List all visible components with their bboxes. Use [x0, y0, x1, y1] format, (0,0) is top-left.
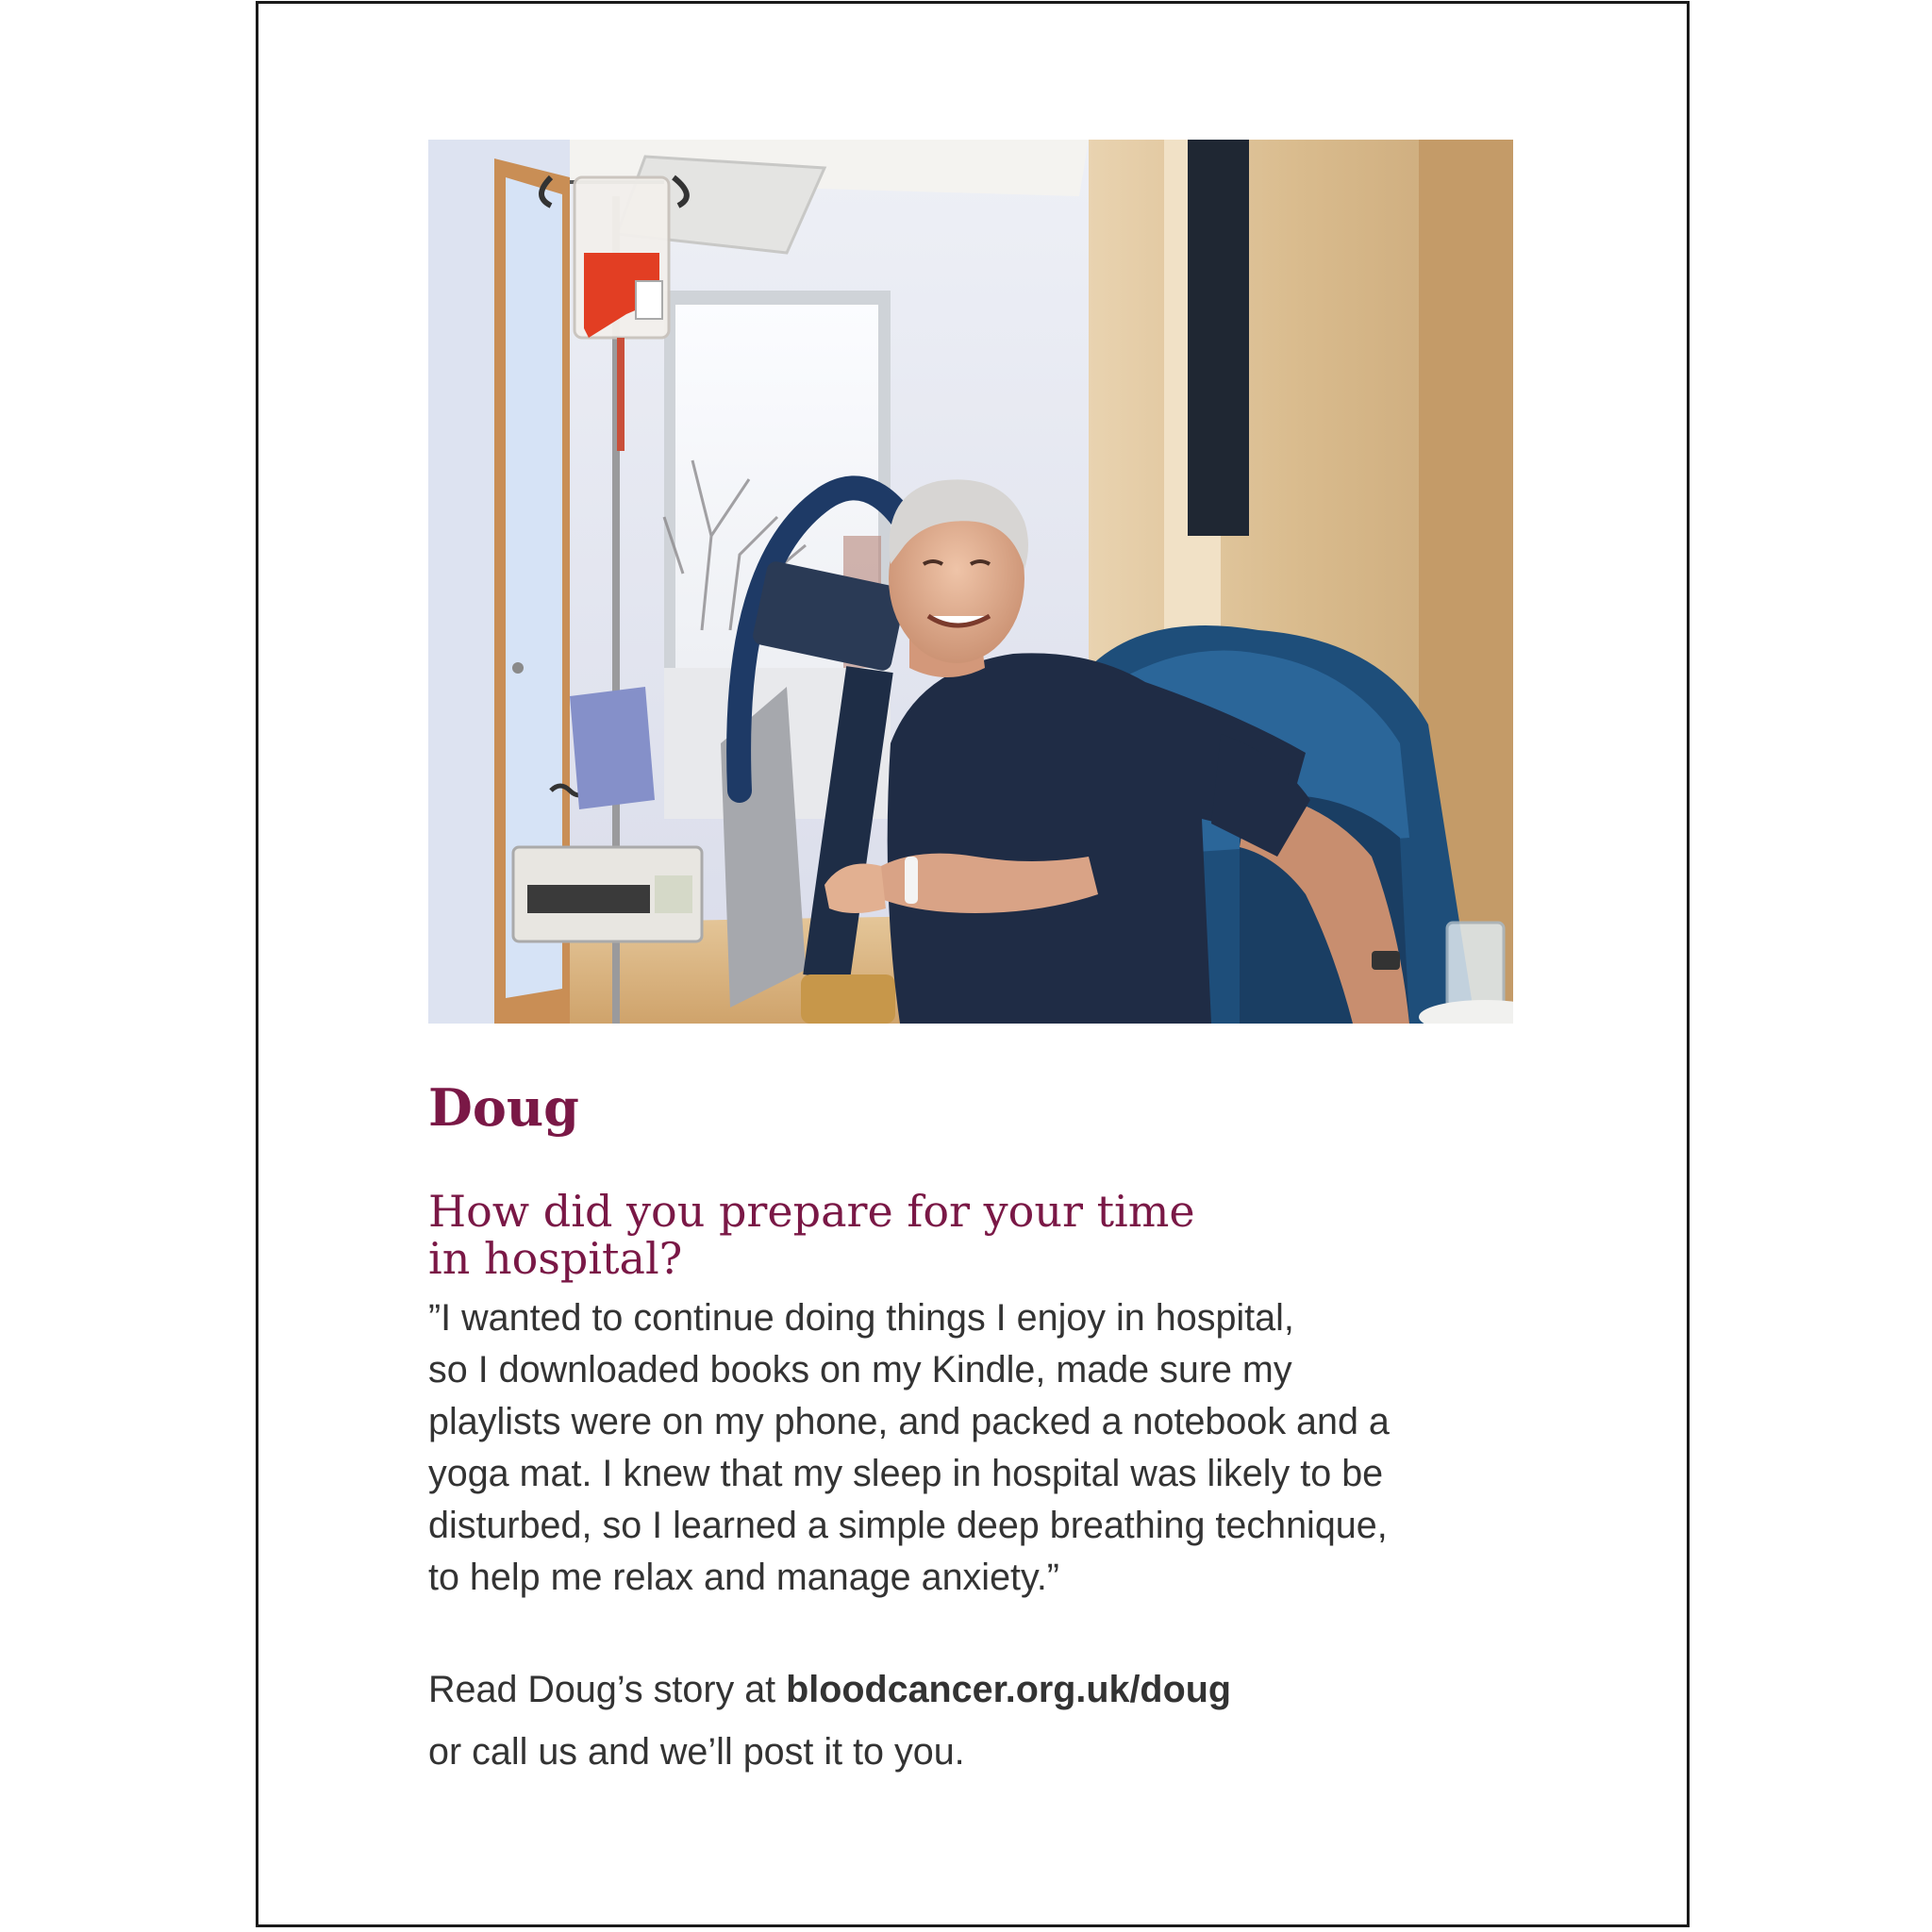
- story-card: [256, 1, 1690, 1927]
- cta-prefix: Read Doug’s story at: [428, 1669, 787, 1710]
- question-line-2: in hospital?: [428, 1233, 683, 1284]
- story-quote: [428, 1292, 1541, 1604]
- person-name: Doug: [428, 1077, 579, 1138]
- quote-line: so I downloaded books on my Kindle, made sure my: [428, 1349, 1292, 1391]
- question-line-1: How did you prepare for your time: [428, 1186, 1195, 1237]
- quote-line: disturbed, so I learned a simple deep breathing technique,: [428, 1505, 1388, 1546]
- cta-line-2: or call us and we’ll post it to you.: [428, 1731, 965, 1773]
- doug-hospital-photo: [428, 140, 1513, 1024]
- quote-line: playlists were on my phone, and packed a notebook and a: [428, 1401, 1390, 1442]
- call-to-action: [428, 1658, 1560, 1783]
- quote-line: to help me relax and manage anxiety.”: [428, 1557, 1059, 1598]
- quote-line: yoga mat. I knew that my sleep in hospital was likely to be: [428, 1453, 1384, 1494]
- story-link[interactable]: bloodcancer.org.uk/doug: [786, 1669, 1231, 1710]
- story-question: [428, 1188, 1372, 1282]
- quote-line: ”I wanted to continue doing things I enjoy in hospital,: [428, 1297, 1294, 1339]
